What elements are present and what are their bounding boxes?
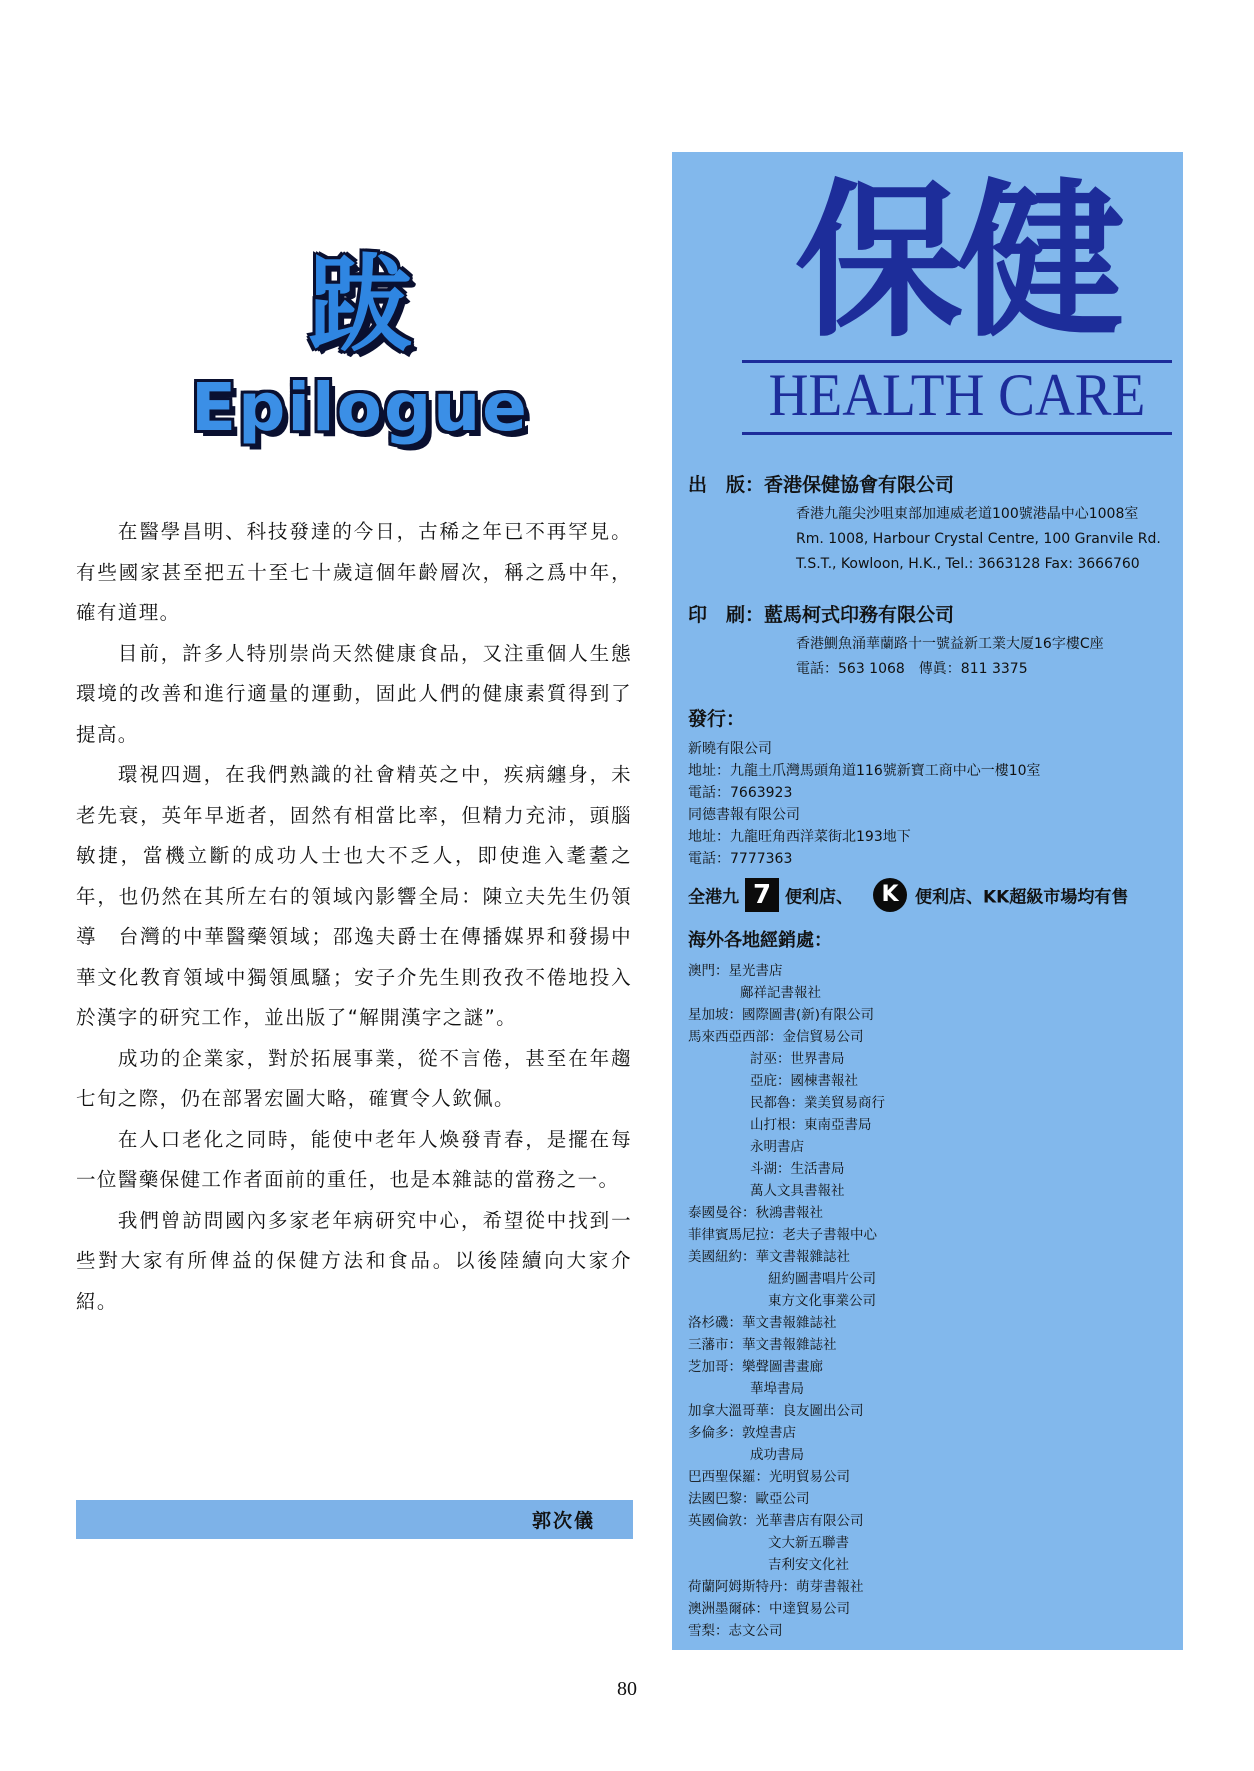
dealer-region: 民都魯：: [750, 1095, 804, 1111]
dealer-row: [688, 1092, 1168, 1114]
paragraph: 我們曾訪問國內多家老年病研究中心，希望從中找到一些對大家有所俾益的保健方法和食品。以後陸續向大家介紹。: [76, 1208, 632, 1313]
dealer-name: 永明書店: [750, 1139, 804, 1155]
dealer-region: 英國倫敦：: [688, 1513, 756, 1529]
dealer-name: 星光書店: [728, 963, 783, 979]
dealer-row: [688, 1224, 1168, 1246]
seven-eleven-logo-icon: 7: [745, 878, 779, 912]
dealer-region: 三藩市：: [688, 1337, 742, 1353]
retail-availability: [688, 878, 1183, 912]
publisher-name: 香港保健協會有限公司: [764, 474, 955, 496]
dealer-region: 斗湖：: [750, 1161, 791, 1177]
author-bar: [76, 1500, 633, 1539]
dealer-region: 法國巴黎：: [688, 1491, 756, 1507]
dealer-row: [688, 1576, 1168, 1598]
dealer-name: 華文書報雜誌社: [742, 1315, 837, 1331]
dealer-row: [688, 1070, 1168, 1092]
dealer-name: 金信貿易公司: [782, 1029, 864, 1045]
dealer-row: [688, 1356, 1168, 1378]
dealer-row: [688, 1620, 1168, 1642]
dealer-name: 華埠書局: [750, 1381, 804, 1397]
masthead-title-english: HEALTH CARE: [768, 362, 1146, 428]
dealer-row: [688, 1400, 1168, 1422]
dealer-name: 萬人文具書報社: [750, 1183, 845, 1199]
page-number: 80: [617, 1678, 637, 1700]
publisher-address-cn: 香港九龍尖沙咀東部加連威老道100號港晶中心1008室: [796, 506, 1139, 522]
distributor-line: 地址：九龍旺角西洋菜街北193地下: [688, 829, 911, 845]
distributor-line: 電話：7663923: [688, 785, 793, 801]
dealer-region: 討巫：: [750, 1051, 791, 1067]
dealer-region: 山打根：: [750, 1117, 804, 1133]
author-name: 郭次儀: [531, 1510, 595, 1532]
overseas-dealer-list: [688, 960, 1168, 1642]
shops-suffix: 便利店、KK超級市場均有售: [915, 887, 1129, 908]
dealer-name: 光明貿易公司: [769, 1469, 850, 1485]
dealer-region: 澳洲墨爾砵：: [688, 1601, 769, 1617]
dealer-row: [688, 982, 1168, 1004]
publisher-address-en-1: Rm. 1008, Harbour Crystal Centre, 100 Granvile Rd.: [796, 531, 1161, 547]
printer-label: 印 刷：: [688, 604, 765, 626]
dealer-row: [688, 1488, 1168, 1510]
dealer-row: [688, 1290, 1168, 1312]
dealer-name: 生活書局: [790, 1161, 845, 1177]
dealer-region: 美國紐約：: [688, 1249, 756, 1265]
dealer-row: [688, 1004, 1168, 1026]
dealer-name: 志文公司: [728, 1623, 783, 1639]
dealer-row: [688, 1422, 1168, 1444]
dealer-row: [688, 1180, 1168, 1202]
dealer-row: [688, 1048, 1168, 1070]
circle-k-logo-icon: K: [873, 878, 907, 912]
dealer-row: [688, 960, 1168, 982]
dealer-region: 芝加哥：: [688, 1359, 742, 1375]
dealer-row: [688, 1554, 1168, 1576]
dealer-name: 樂聲圖書畫廊: [742, 1359, 823, 1375]
dealer-row: [688, 1268, 1168, 1290]
paragraph: 在醫學昌明、科技發達的今日，古稀之年已不再罕見。有些國家甚至把五十至七十歲這個年齡層次，稱之爲中年，確有道理。: [76, 520, 632, 624]
dealer-name: 光華書店有限公司: [755, 1513, 864, 1529]
shops-prefix: 全港九: [688, 887, 739, 908]
dealer-row: [688, 1510, 1168, 1532]
printer-tel: 電話：563 1068 傳眞：811 3375: [796, 661, 1028, 677]
dealer-region: 荷蘭阿姆斯特丹：: [688, 1579, 796, 1595]
paragraph: 成功的企業家，對於拓展事業，從不言倦，甚至在年趨七旬之際，仍在部署宏圖大略，確實令人欽佩。: [76, 1046, 632, 1110]
paragraph: 目前，許多人特別崇尚天然健康食品，又注重個人生態環境的改善和進行適量的運動，固此人們的健康素質得到了提高。: [76, 641, 632, 746]
dealer-row: [688, 1334, 1168, 1356]
epilogue-title-chinese: 跋: [307, 244, 412, 366]
dealer-name: 紐約圖書唱片公司: [768, 1271, 876, 1287]
dealer-name: 華文書報雜誌社: [742, 1337, 837, 1353]
dealer-region: 多倫多：: [688, 1425, 742, 1441]
dealer-name: 老夫子書報中心: [782, 1227, 877, 1243]
dealer-row: [688, 1246, 1168, 1268]
dealer-region: 亞庇：: [750, 1073, 791, 1089]
dealer-row: [688, 1136, 1168, 1158]
publisher-row: [688, 470, 1168, 497]
dealer-name: 中達貿易公司: [769, 1601, 850, 1617]
overseas-label: 海外各地經銷處：: [688, 930, 832, 951]
distributor-line: 新曉有限公司: [688, 741, 772, 757]
dealer-name: 吉利安文化社: [768, 1557, 849, 1573]
dealer-name: 秋鴻書報社: [755, 1205, 823, 1221]
shops-mid: 便利店、: [785, 887, 853, 908]
dealer-row: [688, 1466, 1168, 1488]
dealer-row: [688, 1158, 1168, 1180]
dealer-region: 澳門：: [688, 963, 729, 979]
dealer-name: 東方文化事業公司: [768, 1293, 876, 1309]
dealer-name: 國棟書報社: [790, 1073, 858, 1089]
distributor-line: 同德書報有限公司: [688, 807, 800, 823]
dealer-name: 世界書局: [790, 1051, 845, 1067]
dealer-row: [688, 1444, 1168, 1466]
dealer-name: 國際圖書(新)有限公司: [742, 1007, 875, 1023]
dealer-name: 文大新五聯書: [768, 1535, 849, 1551]
printer-name: 藍馬柯式印務有限公司: [764, 604, 955, 626]
paragraph: 環視四週，在我們熟識的社會精英之中，疾病纏身，未老先衰，英年早逝者，固然有相當比率，但精力充沛，頭腦敏捷，當機立斷的成功人士也大不乏人，即使進入耄耋之年，也仍然在其所左右的領域內影響全局：陳立夫先生仍領導 台灣的中華醫藥領域；邵逸夫爵士在傳播媒界和發揚中華文化教育領域中獨領風騷；安子介先生則孜孜不倦地投入於漢字的研究工作，並出版了“解開漢字之謎”。: [76, 763, 632, 1029]
dealer-name: 華文書報雜誌社: [755, 1249, 850, 1265]
dealer-row: [688, 1114, 1168, 1136]
dealer-row: [688, 1598, 1168, 1620]
distributor-label: 發行：: [688, 708, 746, 730]
paragraph: 在人口老化之同時，能使中老年人煥發青春，是擺在每一位醫藥保健工作者面前的重任，也是本雜誌的當務之一。: [76, 1127, 632, 1191]
dealer-name: 業美貿易商行: [804, 1095, 885, 1111]
distributor-line: 電話：7777363: [688, 851, 793, 867]
dealer-region: 泰國曼谷：: [688, 1205, 756, 1221]
publisher-label: 出 版：: [688, 474, 765, 496]
dealer-region: 馬來西亞西部：: [688, 1029, 783, 1045]
dealer-row: [688, 1026, 1168, 1048]
dealer-name: 成功書局: [750, 1447, 804, 1463]
dealer-name: 良友圖出公司: [782, 1403, 864, 1419]
masthead-title-chinese: 保健: [795, 164, 1119, 360]
masthead-rule-bottom: [742, 432, 1172, 435]
dealer-name: 萌芽書報社: [796, 1579, 864, 1595]
dealer-row: [688, 1202, 1168, 1224]
epilogue-title-english: Epilogue: [191, 369, 529, 446]
dealer-row: [688, 1532, 1168, 1554]
dealer-region: 星加坡：: [688, 1007, 742, 1023]
printer-row: [688, 600, 1168, 627]
dealer-name: 歐亞公司: [755, 1491, 810, 1507]
dealer-name: 敦煌書店: [742, 1425, 796, 1441]
dealer-region: 雪梨：: [688, 1623, 729, 1639]
printer-address: 香港鰂魚涌華蘭路十一號益新工業大厦16字樓C座: [796, 636, 1104, 652]
publisher-address-en-2: T.S.T., Kowloon, H.K., Tel.: 3663128 Fax: 3666760: [796, 556, 1140, 572]
distributor-line: 地址：九龍土爪灣馬頭角道116號新寶工商中心一樓10室: [688, 763, 1041, 779]
dealer-region: 加拿大溫哥華：: [688, 1403, 783, 1419]
dealer-region: 巴西聖保羅：: [688, 1469, 769, 1485]
dealer-name: 東南亞書局: [804, 1117, 872, 1133]
dealer-name: 鄺祥記書報社: [740, 985, 821, 1001]
masthead-panel: [672, 152, 1183, 1650]
dealer-row: [688, 1378, 1168, 1400]
dealer-row: [688, 1312, 1168, 1334]
dealer-region: 菲律賓馬尼拉：: [688, 1227, 783, 1243]
dealer-region: 洛杉磯：: [688, 1315, 742, 1331]
epilogue-body: [76, 512, 632, 1322]
